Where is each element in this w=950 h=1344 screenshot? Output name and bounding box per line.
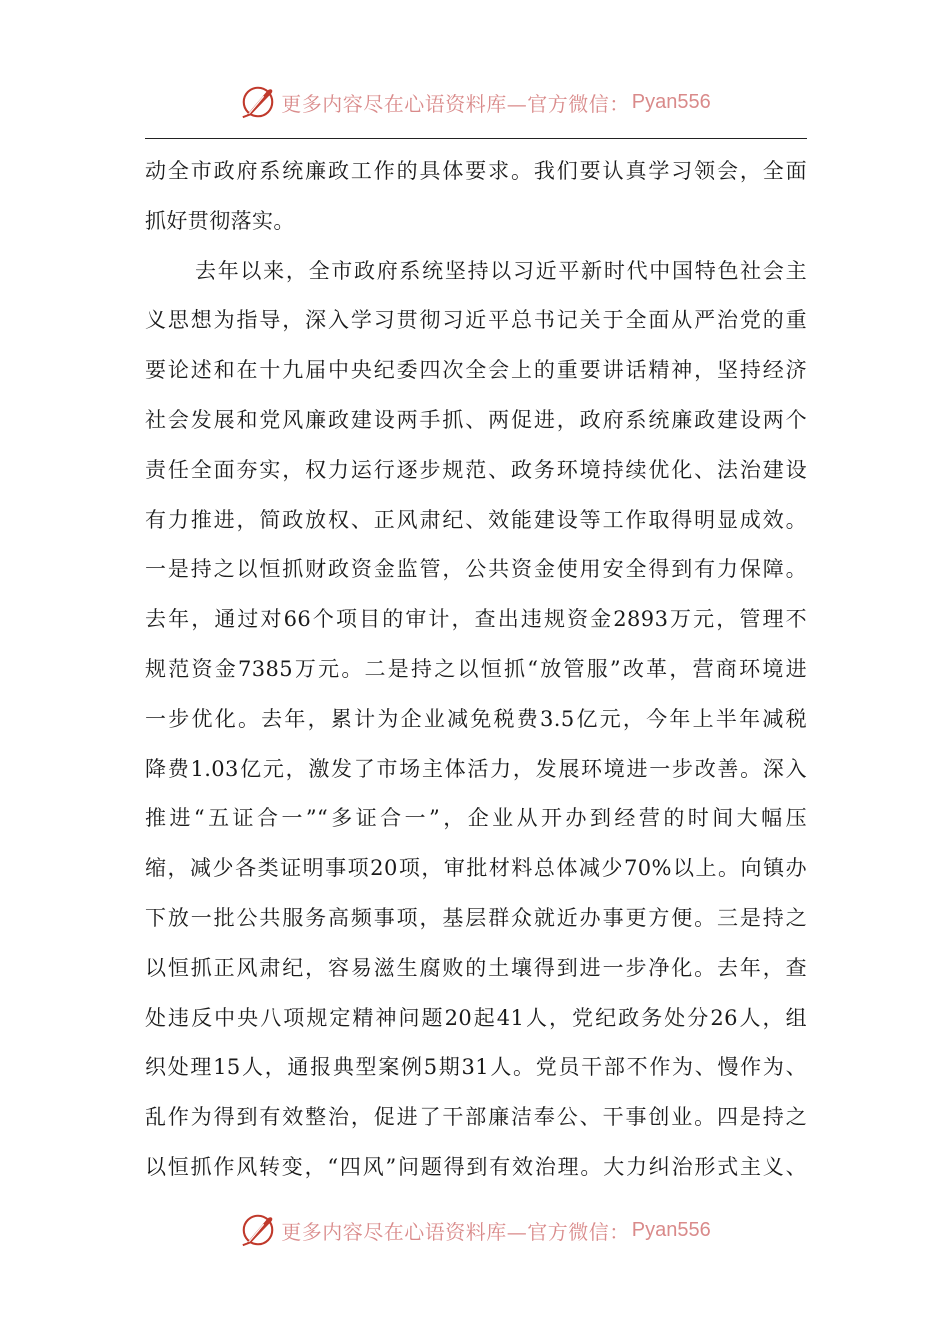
text-line: 动全市政府系统廉政工作的具体要求。我们要认真学习领会，全面 [145, 159, 807, 183]
footer-watermark-banner [0, 1208, 950, 1252]
text-line: 乱作为得到有效整治，促进了干部廉洁奉公、干事创业。四是持之 [145, 1105, 807, 1130]
document-body [145, 150, 807, 1196]
footer-banner-text: 更多内容尽在心语资料库—官方微信： [281, 1219, 630, 1244]
quill-logo-icon [239, 1211, 277, 1249]
header-divider [145, 138, 807, 139]
footer-banner-id: Pyan556 [631, 1218, 711, 1241]
text-line: 推进“五证合一”“多证合一”，企业从开办到经营的时间大幅压 [145, 806, 807, 831]
text-line: 一步优化。去年，累计为企业减免税费3.5亿元，今年上半年减税 [145, 706, 807, 731]
text-line: 以恒抓作风转变，“四风”问题得到有效治理。大力纠治形式主义、 [145, 1154, 807, 1179]
header-banner-id: Pyan556 [631, 90, 711, 113]
text-line: 一是持之以恒抓财政资金监管，公共资金使用安全得到有力保障。 [145, 557, 807, 582]
text-line: 有力推进，简政放权、正风肃纪、效能建设等工作取得明显成效。 [145, 507, 807, 532]
text-line: 下放一批公共服务高频事项，基层群众就近办事更方便。三是持之 [145, 905, 807, 930]
text-line: 以恒抓正风肃纪，容易滋生腐败的土壤得到进一步净化。去年，查 [145, 955, 807, 980]
text-line: 抓好贯彻落实。 [145, 208, 295, 233]
text-line: 去年以来，全市政府系统坚持以习近平新时代中国特色社会主 [195, 258, 807, 283]
text-line: 责任全面夯实，权力运行逐步规范、政务环境持续优化、法治建设 [145, 457, 807, 482]
text-line: 缩，减少各类证明事项20项，审批材料总体减少70%以上。向镇办 [145, 856, 807, 881]
quill-logo-icon [239, 83, 277, 121]
text-line: 织处理15人，通报典型案例5期31人。党员干部不作为、慢作为、 [145, 1055, 807, 1080]
text-line: 规范资金7385万元。二是持之以恒抓“放管服”改革，营商环境进 [145, 656, 807, 681]
header-banner-text: 更多内容尽在心语资料库—官方微信： [281, 91, 630, 116]
text-line: 义思想为指导，深入学习贯彻习近平总书记关于全面从严治党的重 [145, 308, 807, 333]
text-line: 降费1.03亿元，激发了市场主体活力，发展环境进一步改善。深入 [145, 756, 807, 781]
header-watermark-banner [0, 80, 950, 124]
text-line: 处违反中央八项规定精神问题20起41人，党纪政务处分26人，组 [145, 1005, 807, 1030]
text-line: 要论述和在十九届中央纪委四次全会上的重要讲话精神，坚持经济 [145, 358, 807, 383]
text-line: 去年，通过对66个项目的审计，查出违规资金2893万元，管理不 [145, 607, 807, 632]
text-line: 社会发展和党风廉政建设两手抓、两促进，政府系统廉政建设两个 [145, 407, 807, 432]
